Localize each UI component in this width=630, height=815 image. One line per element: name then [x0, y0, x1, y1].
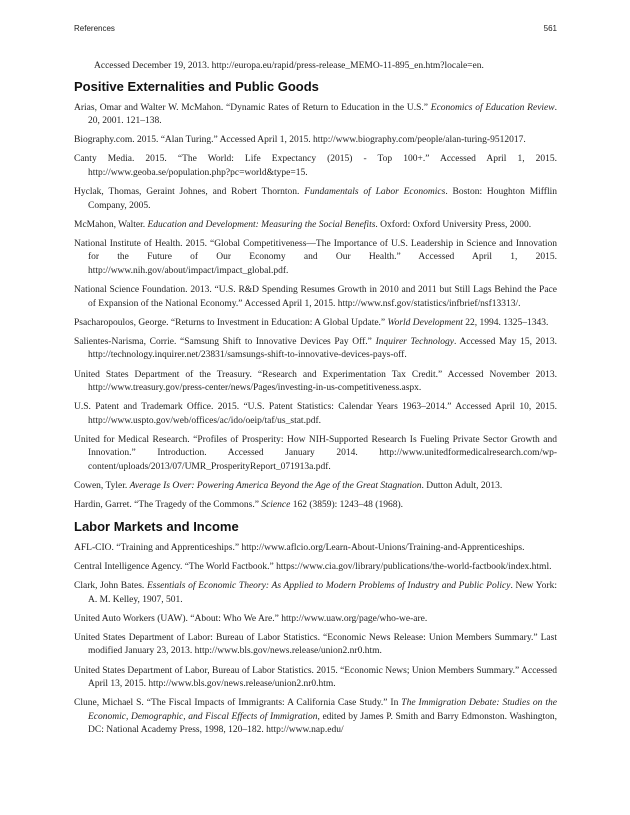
reference-entry: [74, 219, 557, 233]
reference-text: AFL-CIO. “Training and Apprenticeships.” http://www.aflcio.org/Learn-About-Unions/Training-and-Apprenticeships.: [74, 542, 525, 553]
reference-entry: [74, 134, 557, 148]
reference-text: Hyclak, Thomas, Geraint Johnes, and Robert Thornton.: [74, 186, 305, 197]
reference-entry: [74, 697, 557, 738]
reference-text: . Dutton Adult, 2013.: [421, 481, 503, 492]
reference-entry: [74, 613, 557, 627]
reference-entry: [74, 580, 557, 607]
reference-title-italic: Average Is Over: Powering America Beyond the Age of the Great Stagnation: [129, 481, 422, 492]
reference-text: U.S. Patent and Trademark Office. 2015. “U.S. Patent Statistics: Calendar Years 1963–2014.” Accessed April 10, 2015. http://www.uspto.gov/web/offices/ac/ido/oeip/taf/us_stat.pdf.: [74, 402, 557, 426]
reference-entry: [74, 153, 557, 180]
reference-entry: [74, 284, 557, 311]
reference-title-italic: The Immigration Debate: Studies on the Economic, Demographic, and Fiscal Effects of Immigration: [88, 698, 557, 722]
reference-text: Psacharopoulos, George. “Returns to Investment in Education: A Global Update.”: [74, 317, 388, 328]
reference-text: Canty Media. 2015. “The World: Life Expectancy (2015) - Top 100+.” Accessed April 1, 2015. http://www.geoba.se/population.php?pc=world&type=15.: [74, 154, 557, 178]
reference-text: , edited by James P. Smith and Barry Edmonston. Washington, DC: National Academy Press, 1998, 120–182. http://www.nap.edu/: [88, 711, 558, 736]
reference-entry: [74, 480, 557, 494]
reference-text: National Science Foundation. 2013. “U.S. R&D Spending Resumes Growth in 2010 and 2011 but Still Lags Behind the Pace of Expansion of the National Economy.” Accessed April 1, 2015. http://www.nsf.gov/statistics/infbrief/nsf13313/.: [74, 285, 557, 309]
section-heading-positive-externalities: Positive Externalities and Public Goods: [74, 78, 319, 94]
reference-entry: [74, 336, 557, 363]
reference-text: National Institute of Health. 2015. “Global Competitiveness—The Importance of U.S. Leadership in Science and Innovation for the Future of Our Economy and Our Health.” Accessed April 1, 2015. http://www.nih.gov/about/impact/impact_global.pdf.: [74, 238, 557, 276]
reference-text: Arias, Omar and Walter W. McMahon. “Dynamic Rates of Return to Education in the U.S.”: [74, 102, 431, 113]
reference-text: Central Intelligence Agency. “The World Factbook.” https://www.cia.gov/library/publications/the-world-factbook/index.html.: [74, 561, 552, 572]
reference-text: United States Department of Labor: Bureau of Labor Statistics. “Economic News Release: Union Members Summary.” Last modified January 23, 2013. http://www.bls.gov/news.release/union2.nr0.htm.: [74, 632, 557, 657]
reference-text: . Accessed May 15, 2013. http://technology.inquirer.net/23831/samsungs-shift-to-innovative-devices-pays-off.: [88, 336, 557, 361]
reference-text: United Auto Workers (UAW). “About: Who We Are.” http://www.uaw.org/page/who-we-are.: [74, 613, 428, 624]
reference-text: Hardin, Garret. “The Tragedy of the Commons.”: [74, 500, 262, 511]
reference-entry: [74, 317, 557, 331]
reference-text: United for Medical Research. “Profiles of Prosperity: How NIH-Supported Research Is Fueling Private Sector Growth and Innovation.” Introduction. Accessed January 2014. http://www.unitedformedicalresearch.com/wp-content/uploads/2013/07/UMR_ProsperityReport_071913a.pdf.: [74, 434, 557, 473]
reference-continuation: Accessed December 19, 2013. http://europa.eu/rapid/press-release_MEMO-11-895_en.htm?locale=en.: [94, 61, 484, 71]
reference-title-italic: Essentials of Economic Theory: As Applied to Modern Problems of Industry and Public Policy: [146, 581, 511, 592]
reference-title-italic: Inquirer Technology: [375, 336, 454, 347]
page-number: 561: [543, 24, 557, 33]
reference-entry: [74, 561, 557, 575]
reference-text: Salientes-Narisma, Corrie. “Samsung Shift to Innovative Devices Pay Off.”: [74, 336, 376, 347]
reference-title-italic: Economics of Education Review: [430, 102, 555, 113]
reference-entry: [74, 499, 557, 513]
reference-text: Clark, John Bates.: [74, 581, 147, 592]
reference-text: 22, 1994. 1325–1343.: [462, 317, 549, 328]
reference-text: 162 (3859): 1243–48 (1968).: [290, 500, 404, 511]
reference-text: . 20, 2001. 121–138.: [88, 102, 557, 127]
reference-title-italic: Science: [261, 500, 291, 511]
reference-list-labor-markets: [74, 542, 557, 738]
reference-entry: [74, 542, 557, 556]
running-head: [74, 24, 557, 36]
reference-text: United States Department of the Treasury. “Research and Experimentation Tax Credit.” Accessed November 2013. http://www.treasury.gov/press-center/news/Pages/investing-in-us-competitiveness.aspx.: [74, 369, 557, 394]
reference-entry: [74, 665, 557, 692]
reference-text: United States Department of Labor, Bureau of Labor Statistics. 2015. “Economic News; Union Members Summary.” Accessed April 13, 2015. http://www.bls.gov/news.release/union2.nr0.htm.: [74, 665, 557, 690]
reference-list-positive-externalities: [74, 102, 557, 513]
reference-title-italic: World Development: [387, 317, 463, 328]
references-body: [74, 60, 557, 743]
reference-entry: [74, 369, 557, 396]
running-head-title: References: [74, 24, 115, 33]
reference-entry: [74, 186, 557, 213]
reference-text: Biography.com. 2015. “Alan Turing.” Accessed April 1, 2015. http://www.biography.com/people/alan-turing-9512017.: [74, 135, 526, 146]
section-heading-labor-markets: Labor Markets and Income: [74, 518, 239, 534]
reference-title-italic: Education and Development: Measuring the Social Benefits: [147, 219, 376, 230]
reference-text: . Oxford: Oxford University Press, 2000.: [375, 219, 532, 230]
reference-entry: [74, 401, 557, 428]
reference-text: . New York: A. M. Kelley, 1907, 501.: [88, 581, 557, 605]
reference-entry: [74, 238, 557, 279]
reference-title-italic: Fundamentals of Labor Economics: [304, 186, 446, 197]
reference-text: McMahon, Walter.: [74, 219, 148, 230]
reference-text: Cowen, Tyler.: [74, 481, 130, 492]
reference-text: Clune, Michael S. “The Fiscal Impacts of Immigrants: A California Case Study.” In: [74, 698, 402, 709]
reference-entry: [74, 632, 557, 659]
reference-entry: [74, 102, 557, 129]
reference-text: . Boston: Houghton Mifflin Company, 2005.: [88, 186, 557, 211]
reference-entry: [74, 434, 557, 475]
